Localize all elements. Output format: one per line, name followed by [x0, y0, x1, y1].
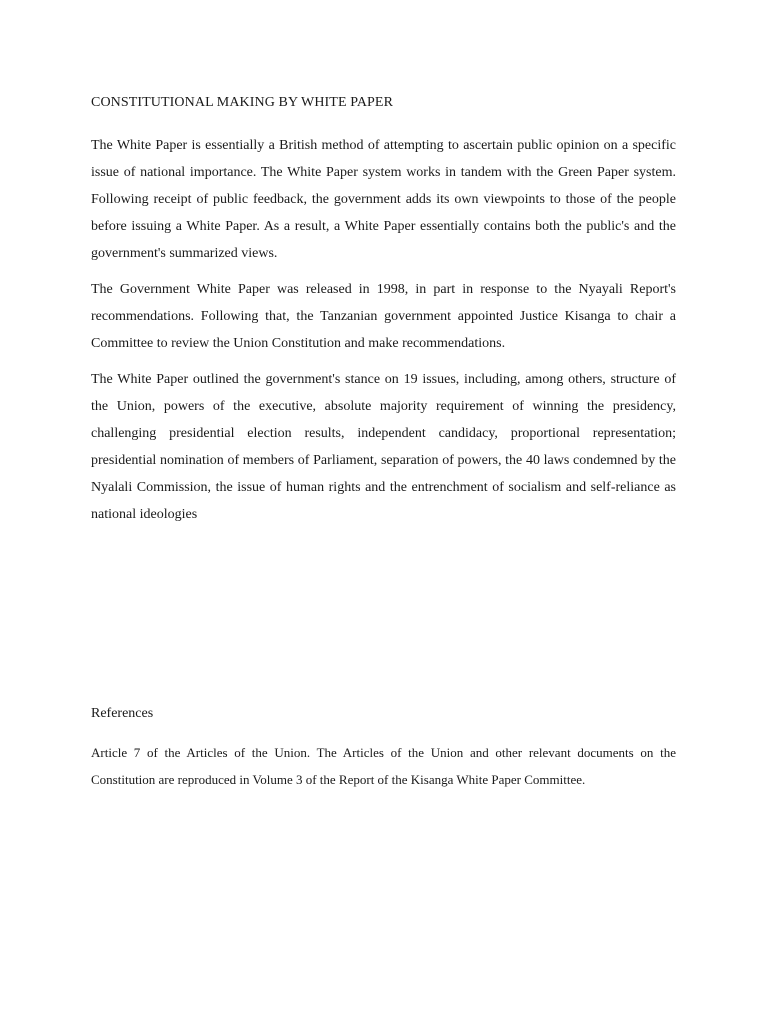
paragraph-government-white-paper: The Government White Paper was released in 1998, in part in response to the Nyayali Report's recommendations. Following that, the Tanzanian government appointed Justice Kisanga to chair a Committee to review the Union Constitution and make recommendations.	[91, 282, 676, 351]
references-heading: References	[91, 706, 154, 721]
paragraph-white-paper-issues: The White Paper outlined the government's stance on 19 issues, including, among others, structure of the Union, powers of the executive, absolute majority requirement of winning the presidency, challenging presidential election results, independent candidacy, proportional representation; presidential nomination of members of Parliament, separation of powers, the 40 laws condemned by the Nyalali Commission, the issue of human rights and the entrenchment of socialism and self-reliance as national ideologies	[91, 372, 676, 522]
document-title: CONSTITUTIONAL MAKING BY WHITE PAPER	[91, 95, 394, 110]
references-text: Article 7 of the Articles of the Union. The Articles of the Union and other relevant documents on the Constitution are reproduced in Volume 3 of the Report of the Kisanga White Paper Committee.	[91, 745, 676, 787]
paragraph-white-paper-definition: The White Paper is essentially a British method of attempting to ascertain public opinion on a specific issue of national importance. The White Paper system works in tandem with the Green Paper system. Following receipt of public feedback, the government adds its own viewpoints to those of the people before issuing a White Paper. As a result, a White Paper essentially contains both the public's and the government's summarized views.	[91, 138, 676, 261]
